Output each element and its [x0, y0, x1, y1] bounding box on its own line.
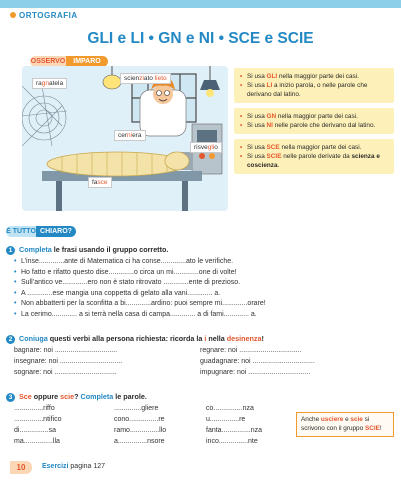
bandaged-figure — [47, 152, 189, 176]
operating-table — [42, 171, 202, 211]
rule-box-gn-ni — [234, 108, 394, 134]
word-blank[interactable]: u...............re — [206, 416, 246, 423]
lab-illustration — [22, 66, 228, 211]
word-blank[interactable]: ...............riffo — [14, 405, 55, 412]
exercise-3-column-2 — [114, 403, 166, 447]
exercise-1-item[interactable]: • Ho fatto e rifatto questo dise.............o circa un mi.............one di volte! — [14, 268, 394, 279]
word-blank[interactable]: di...............sa — [14, 427, 57, 434]
rule-box-gli-li — [234, 68, 394, 103]
check-label-2: CHIARO? — [36, 226, 76, 237]
rules-panel — [234, 68, 394, 179]
page-number: 10 — [10, 461, 32, 474]
exercise-reference[interactable]: Esercizi pagina 127 — [42, 463, 106, 470]
word-blank[interactable]: ...............ntifico — [14, 416, 62, 423]
tip-note: Anche usciere e scie si scrivono con il gruppo SCIE! — [296, 412, 394, 437]
conjugation-line[interactable]: insegnare: noi ................................ — [14, 358, 123, 365]
check-understanding-badge — [6, 226, 76, 237]
section-tag: ORTOGRAFIA — [10, 11, 78, 20]
conjugation-line[interactable]: sognare: noi ................................ — [14, 369, 117, 376]
exercise-1-instruction: 1 Completa le frasi usando il gruppo corretto. — [6, 245, 168, 255]
word-blank[interactable]: inco...............nte — [206, 438, 258, 445]
rule-line: • Si usa SCE nella maggior parte dei casi. — [239, 143, 389, 152]
word-blank[interactable]: fanta...............nza — [206, 427, 263, 434]
illustration-label-zipper: cerniera — [114, 130, 146, 141]
rule-line: • Si usa NI nelle parole che derivano dal latino. — [239, 121, 389, 130]
top-color-bar — [0, 0, 401, 8]
exercise-1-number: 1 — [6, 246, 15, 255]
rule-box-sce-scie — [234, 139, 394, 174]
observe-label: OSSERVO — [30, 58, 66, 65]
exercise-3-column-1 — [14, 403, 61, 447]
word-blank[interactable]: ramo...............llo — [114, 427, 167, 434]
illustration-label-bandage: fasce — [88, 177, 112, 188]
rule-line: • Si usa SCIE nelle parole derivate da scienza e coscienza. — [239, 152, 389, 170]
word-blank[interactable]: ..............gliere — [114, 405, 159, 412]
exercise-2-right-column — [200, 345, 315, 378]
exercise-3-number: 3 — [6, 393, 15, 402]
rule-line: • Si usa GN nella maggior parte dei casi. — [239, 112, 389, 121]
exercise-1-item[interactable]: • La cerimo............. a si terrà nella casa di campa............. a di fami............. a. — [14, 310, 394, 321]
conjugation-line[interactable]: bagnare: noi ................................ — [14, 347, 118, 354]
conjugation-line[interactable]: regnare: noi ................................ — [200, 347, 302, 354]
rule-line: • Si usa GLI nella maggior parte dei casi. — [239, 72, 389, 81]
exercise-1-item[interactable]: • Non abbatterti per la sconfitta a bi.............ardino: puoi sempre mi.............orare! — [14, 299, 394, 310]
illustration-label-awakening: risveglio — [190, 142, 222, 153]
rule-line: • Si usa LI a inizio parola, o nelle parole che derivano dal latino. — [239, 81, 389, 99]
word-blank[interactable]: ma...............lla — [14, 438, 60, 445]
illustration-label-scientist: scienziato lieto — [120, 73, 171, 84]
page-title: GLI e LI • GN e NI • SCE e SCIE — [87, 30, 314, 47]
word-blank[interactable]: cono...............re — [114, 416, 165, 423]
exercise-2-instruction: 2 Coniuga questi verbi alla persona richiesta: ricorda la i nella desinenza! — [6, 334, 264, 344]
exercise-3-instruction: 3 Sce oppure scie? Completa le parole. — [6, 392, 147, 402]
exercise-1-list — [14, 257, 394, 321]
learn-label: IMPARO — [66, 56, 108, 67]
word-blank[interactable]: a...............nsore — [114, 438, 165, 445]
spider-web-drawing — [22, 86, 67, 146]
conjugation-line[interactable]: impugnare: noi ................................ — [200, 369, 311, 376]
conjugation-line[interactable]: guadagnare: noi ................................ — [200, 358, 315, 365]
check-label-1: È TUTTO — [6, 228, 36, 235]
exercise-1-item[interactable]: • A .............ese mangia una coppetta di gelato alla vani............. a. — [14, 289, 394, 300]
exercise-1-item[interactable]: • L’inse.............ante di Matematica ci ha conse.............ato le verifiche. — [14, 257, 394, 268]
exercise-2-left-column — [14, 345, 122, 378]
exercise-2-number: 2 — [6, 335, 15, 344]
illustration-label-spiderweb: ragnatela — [32, 78, 67, 89]
word-blank[interactable]: co...............nza — [206, 405, 254, 412]
exercise-3-column-3 — [206, 403, 262, 447]
exercise-1-item[interactable]: • Sull’antico ve.............ero non è stato ritrovato .............ente di prezioso. — [14, 278, 394, 289]
